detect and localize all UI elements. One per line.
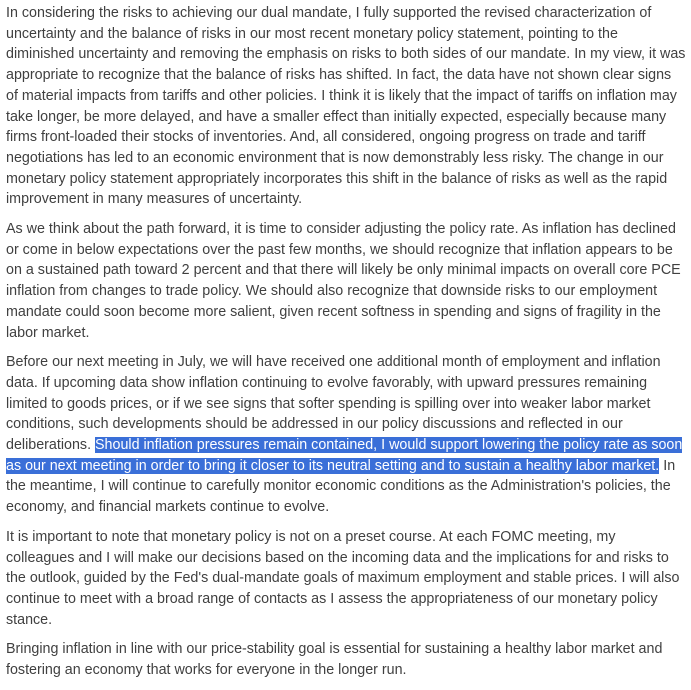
selected-text-highlight[interactable]: Should inflation pressures remain contained, I would support lowering the policy rate as soon as our next meeting in order to bring it closer to its neutral setting and to sustain a healthy labor market.	[6, 437, 683, 474]
paragraph-price-stability: Bringing inflation in line with our price-stability goal is essential for sustaining a healthy labor market and fostering an economy that works for everyone in the longer run.	[6, 641, 663, 679]
paragraph-text-after-selection: In the meantime, I will continue to carefully monitor economic conditions as the Administration's policies, the economy, and financial markets continue to evolve.	[6, 457, 676, 516]
paragraph-path-forward: As we think about the path forward, it is time to consider adjusting the policy rate. As inflation has declined or come in below expectations over the past few months, we should recognize that inflation appears to be on a sustained path toward 2 percent and that there will likely be only minimal impacts on overall core PCE inflation from changes to trade policy. We should also recognize that downside risks to our employment mandate could soon become more salient, given recent softness in spending and signs of fragility in the labor market.	[6, 221, 681, 341]
paragraph-preset-course: It is important to note that monetary policy is not on a preset course. At each FOMC meeting, my colleagues and I will make our decisions based on the incoming data and the implications for and risks to the outlook, guided by the Fed's dual-mandate goals of maximum employment and stable prices. I will also continue to meet with a broad range of contacts as I assess the appropriateness of our monetary policy stance.	[6, 528, 680, 628]
paragraph-next-meeting	[6, 352, 686, 518]
paragraph-text-before-selection: Before our next meeting in July, we will have received one additional month of employment and inflation data. If upcoming data show inflation continuing to evolve favorably, with upward pressures remaining limited to goods prices, or if we see signs that softer spending is spilling over into weaker labor market conditions, such developments should be addressed in our policy discussions and reflected in our deliberations.	[6, 354, 661, 454]
paragraph-risks: In considering the risks to achieving our dual mandate, I fully supported the revised characterization of uncertainty and the balance of risks in our most recent monetary policy statement, pointing to the diminished uncertainty and removing the emphasis on risks to both sides of our mandate. In my view, it was appropriate to recognize that the balance of risks has shifted. In fact, the data have not shown clear signs of material impacts from tariffs and other policies. I think it is likely that the impact of tariffs on inflation may take longer, be more delayed, and have a smaller effect than initially expected, especially because many firms front-loaded their stocks of inventories. And, all considered, ongoing progress on trade and tariff negotiations has led to an economic environment that is now demonstrably less risky. The change in our monetary policy statement appropriately incorporates this shift in the balance of risks as well as the rapid improvement in many measures of uncertainty.	[6, 5, 686, 208]
document-body	[6, 3, 686, 690]
